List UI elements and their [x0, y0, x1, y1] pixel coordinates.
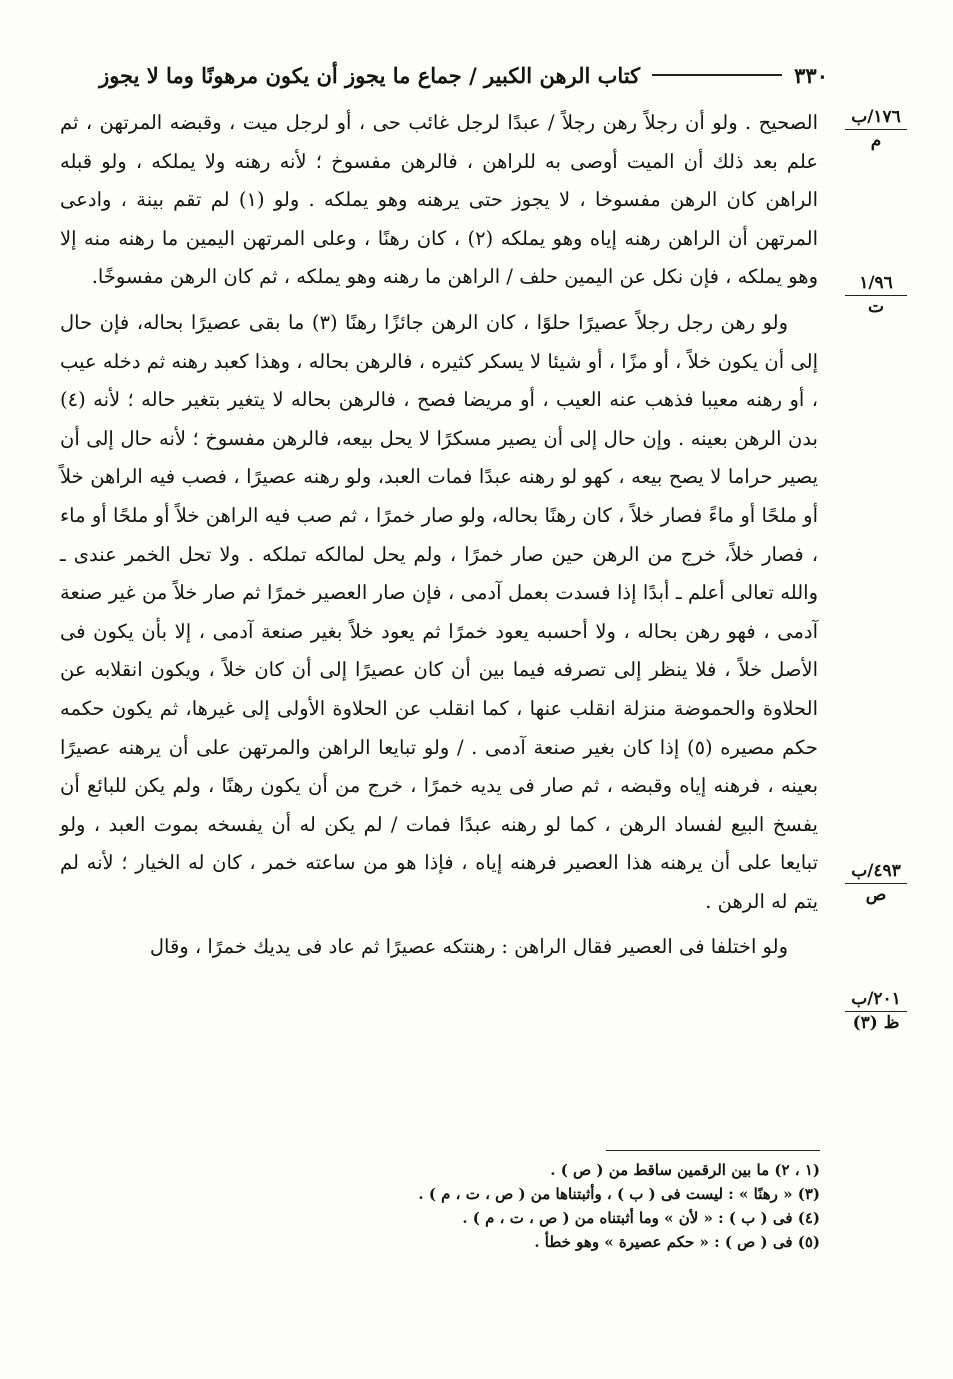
footnote: (٥) فى ( ص ) : « حكم عصيرة » وهو خطأ .	[534, 1233, 820, 1251]
paragraph-3: ولو اختلفا فى العصير فقال الراهن : رهنتكه عصيرًا ثم عاد فى يديك خمرًا ، وقال	[149, 935, 788, 959]
margin-note-source: ص	[865, 885, 887, 905]
paragraph-2: ولو رهن رجل رجلاً عصيرًا حلوًا ، كان الرهن جائزًا رهنًا (٣) ما بقى عصيرًا بحاله، فإن حال إلى أن يكون خلاً ، أو مزًا ، أو شيئا لا يسكر كثيره ، فالرهن بحاله ، وهذا كعبد رهنه ثم دخله عيب ، أو رهنه معيبا فذهب عنه العيب ، أو مريضا فصح ، فالرهن بحاله لا يتغير بتغير حاله ؛ لأنه (٤) بدن الرهن بعينه . وإن حال إلى أن يصير مسكرًا لا يحل بيعه، فالرهن مفسوخ ؛ لأنه حال إلى أن يصير حراما لا يصح بيعه ، كهو لو رهنه عبدًا فمات العبد، ولو رهنه عصيرًا ، فصب فيه الراهن خلاً أو ملحًا أو ماءً فصار خلاً ، كان رهنًا بحاله، ولو صار خمرًا ، ثم صب فيه الراهن خلاً أو ملحًا أو ماء ، فصار خلاً، خرج من الرهن حين صار خمرًا ، ولم يحل لمالكه تملكه . ولا تحل الخمر عندى ـ والله تعالى أعلم ـ أبدًا إذا فسدت بعمل آدمى ، فإن صار العصير خمرًا ثم صار خلاً من غير صنعة آدمى ، فهو رهن بحاله ، ولا أحسبه يعود خمرًا ثم يعود خلاً بغير صنعة آدمى ، إلا بأن يكون فى الأصل خلاً ، فلا ينظر إلى تصرفه فيما بين أن كان عصيرًا إلى أن كان خلاً ، ويكون انقلابه عن الحلاوة والحموضة منزلة انقلب عنها ، كما انقلب عن الحلاوة الأولى إلى غيرها، ثم يكون حكمه حكم مصيره (٥) إذا كان بغير صنعة آدمى . / ولو تبايعا الراهن والمرتهن على أن يرهنه عصيرًا بعينه ، فرهنه إياه وقبضه ، ثم صار فى يديه خمرًا ، خرج من أن يكون رهنًا ، ولم يكن للبائع أن يفسخ البيع لفساد الرهن ، كما لو رهنه عبدًا فمات / لم يكن له أن يفسخه بموت العبد ، ولو تبايعا على أن يرهنه هذا العصير فرهنه إياه ، فإذا هو من ساعته خمر ، كان له الخيار ؛ لأنه لم يتم له الرهن .	[60, 310, 819, 913]
margin-note-source: ظ (٣)	[852, 1013, 900, 1033]
header-title: كتاب الرهن الكبير / جماع ما يجوز أن يكون مرهونًا وما لا يجوز	[99, 62, 641, 88]
margin-note-folio: ١٧٦/ب	[845, 106, 907, 130]
paragraph-1: الصحيح . ولو أن رجلاً رهن رجلاً / عبدًا لرجل غائب حى ، أو لرجل ميت ، وقبضه المرتهن ، ثم علم بعد ذلك أن الميت أوصى به للراهن ، فالرهن مفسوخ ؛ لأنه رهنه ولا يملكه ، ولو قبله الراهن كان الرهن مفسوخا ، لا يجوز حتى يرهنه وهو يملكه . ولو (١) لم تقم بينة ، وادعى المرتهن أن الراهن رهنه إياه وهو يملكه (٢) ، كان رهنًا ، وعلى المرتهن اليمين ما رهنه منه إلا وهو يملكه ، فإن نكل عن اليمين حلف / الراهن ما رهنه وهو يملكه ، ثم كان الرهن مفسوخًا.	[60, 111, 819, 289]
footnote: (٤) فى ( ب ) : « لأن » وما أثبتناه من ( ص ، ت ، م ) .	[462, 1209, 820, 1227]
main-text	[60, 104, 818, 1124]
margin-note-3	[845, 860, 907, 906]
margin-note-source: ت	[867, 297, 884, 317]
margin-note-2	[845, 272, 907, 318]
footnotes	[300, 1158, 820, 1254]
margin-note-folio: ٤٩٣/ب	[845, 860, 907, 884]
margin-note-folio: ١/٩٦	[845, 272, 907, 296]
margin-note-4	[845, 988, 907, 1034]
margin-note-folio: ٢٠١/ب	[845, 988, 907, 1012]
margin-note-1	[845, 106, 907, 152]
footnote: (٣) « رهنًا » : ليست فى ( ب ) ، وأثبتناها من ( ص ، ت ، م ) .	[418, 1185, 820, 1203]
running-header	[60, 55, 828, 95]
footnote: (١ ، ٢) ما بين الرقمين ساقط من ( ص ) .	[550, 1161, 820, 1179]
page-number: ٣٣٠	[794, 62, 828, 88]
footnote-separator	[606, 1150, 820, 1151]
margin-note-source: م	[870, 131, 882, 151]
header-rule	[652, 74, 782, 76]
